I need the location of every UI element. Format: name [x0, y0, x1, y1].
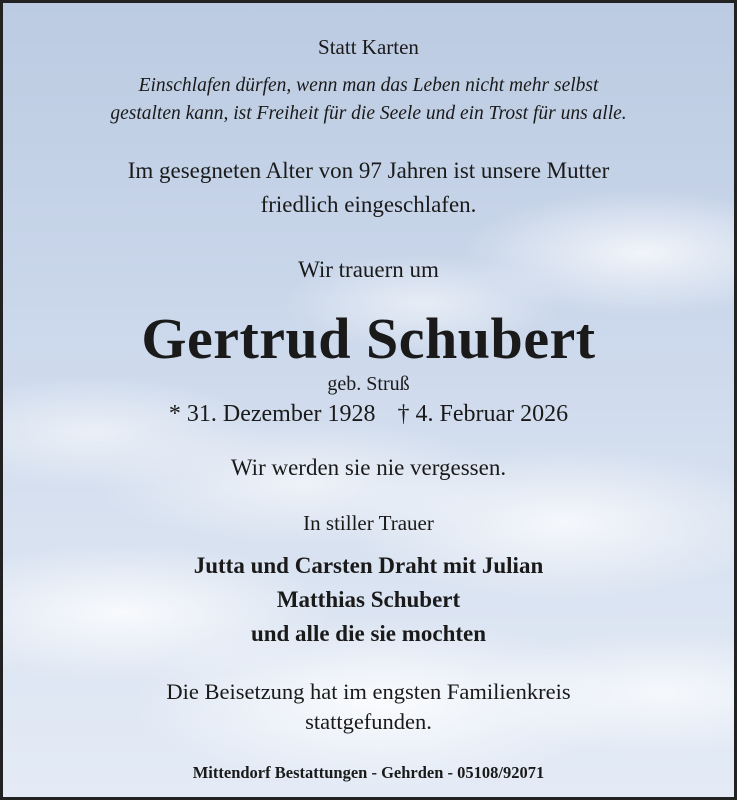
- family-line-1: Jutta und Carsten Draht mit Julian: [193, 553, 544, 578]
- quote-line-2: gestalten kann, ist Freiheit für die Seele und ein Trost für uns alle.: [110, 103, 627, 124]
- birth-date: * 31. Dezember 1928: [168, 401, 376, 427]
- grief-line: In stiller Trauer: [303, 511, 434, 535]
- remembrance-line: Wir werden sie nie vergessen.: [230, 455, 507, 480]
- deceased-name: Gertrud Schubert: [141, 306, 596, 371]
- funeral-home-footer: Mittendorf Bestattungen - Gehrden - 05108/92071: [192, 763, 545, 782]
- family-line-2: Matthias Schubert: [276, 587, 461, 612]
- quote-line-1: Einschlafen dürfen, wenn man das Leben nicht mehr selbst: [138, 75, 599, 96]
- death-date: † 4. Februar 2026: [397, 401, 569, 427]
- born-name: geb. Struß: [327, 373, 410, 395]
- header-text: Statt Karten: [318, 35, 419, 59]
- family-line-3: und alle die sie mochten: [250, 621, 487, 646]
- life-dates: [3, 401, 734, 428]
- intro-line-1: Im gesegneten Alter von 97 Jahren ist unsere Mutter: [127, 158, 610, 183]
- burial-line-2: stattgefunden.: [305, 709, 432, 734]
- burial-line-1: Die Beisetzung hat im engsten Familienkreis: [166, 679, 571, 704]
- mourning-line: Wir trauern um: [298, 257, 439, 282]
- intro-line-2: friedlich eingeschlafen.: [260, 192, 477, 217]
